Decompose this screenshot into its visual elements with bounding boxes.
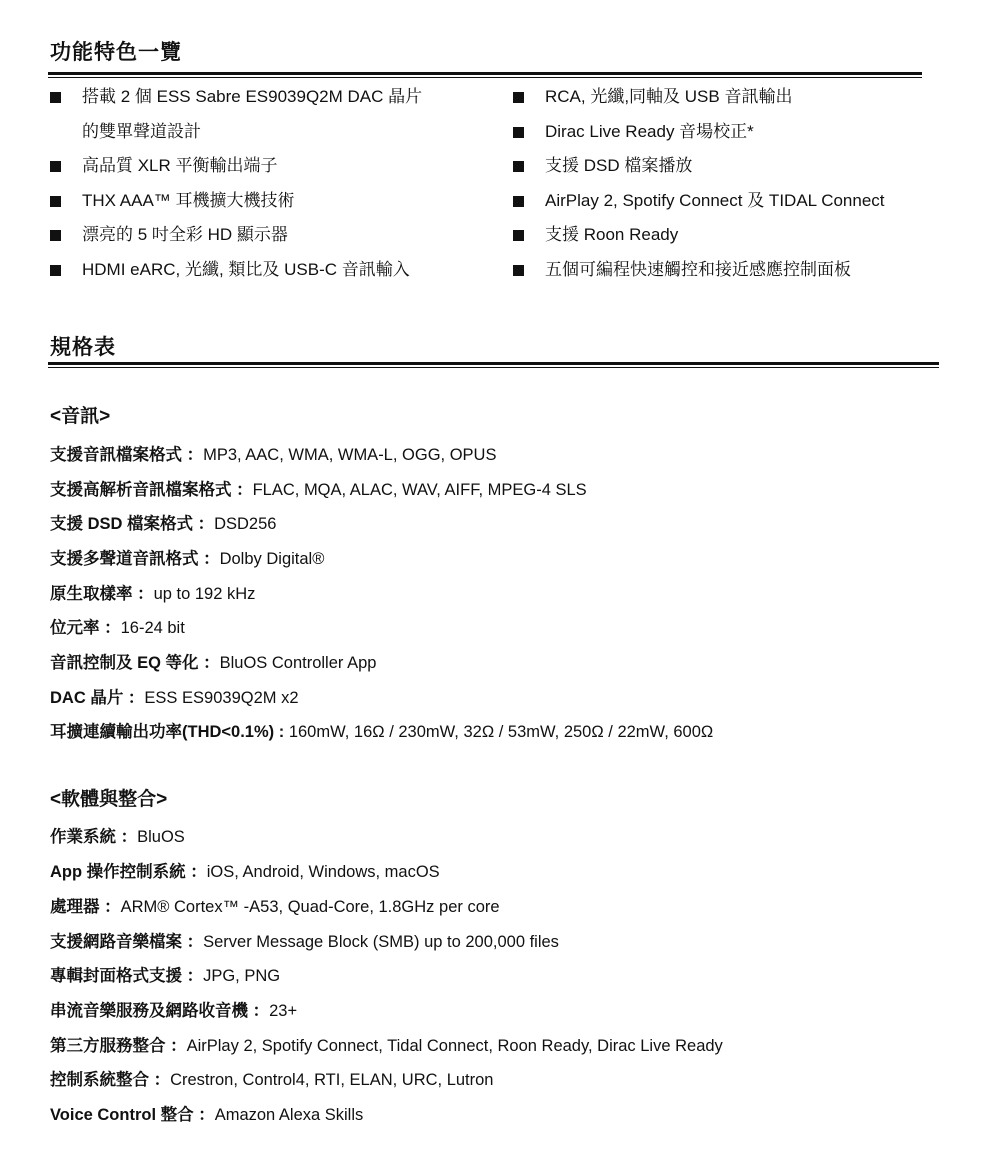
feature-item [48,218,488,253]
spec-label: 控制系統整合 ： [50,1071,171,1089]
spec-label: 支援網路音樂檔案 ： [50,933,204,951]
square-bullet-icon [513,161,524,172]
feature-item [48,253,488,288]
feature-list-left [48,80,488,287]
feature-text: RCA, 光纖,同軸及 USB 音訊輸出 [545,87,793,106]
feature-item [511,184,971,219]
spec-row [50,893,500,917]
spec-label: 支援高解析音訊檔案格式 ： [50,481,253,499]
feature-text: Dirac Live Ready 音場校正* [545,121,754,141]
spec-row [50,1032,723,1056]
square-bullet-icon [513,196,524,207]
specs-heading: 規格表 [50,336,116,359]
spec-row [50,510,276,534]
spec-value: Dolby Digital® [219,550,325,568]
features-heading: 功能特色一覽 [50,41,182,64]
spec-value: iOS, Android, Windows, macOS [206,863,440,881]
feature-item [511,149,971,184]
feature-item [511,115,971,150]
spec-row [50,928,559,952]
feature-item [48,149,488,184]
spec-label: DAC 晶片 ： [50,689,145,707]
spec-row [50,441,496,465]
spec-value: Amazon Alexa Skills [214,1106,364,1124]
spec-value: JPG, PNG [203,967,281,985]
spec-value: 16-24 bit [120,619,185,637]
spec-value: Server Message Block (SMB) up to 200,000 files [203,933,559,951]
spec-label: 音訊控制及 EQ 等化 ： [50,654,220,672]
feature-item [511,253,971,288]
spec-row [50,684,299,708]
square-bullet-icon [513,230,524,241]
spec-row [50,545,324,569]
square-bullet-icon [50,265,61,276]
spec-label: 處理器 ： [50,898,121,916]
spec-value: ARM® Cortex™ -A53, Quad-Core, 1.8GHz per core [120,898,500,916]
square-bullet-icon [513,265,524,276]
spec-value: ESS ES9039Q2M x2 [144,689,299,707]
spec-value: DSD256 [214,515,277,533]
spec-label: 耳擴連續輸出功率(THD<0.1%) : [50,723,289,741]
feature-text: THX AAA™ 耳機擴大機技術 [82,190,295,210]
spec-label: 作業系統 ： [50,828,138,846]
feature-text: AirPlay 2, Spotify Connect 及 TIDAL Connect [545,190,885,210]
spec-label: 第三方服務整合 ： [50,1037,187,1055]
feature-text: HDMI eARC, 光纖, 類比及 USB-C 音訊輸入 [82,259,410,279]
features-divider [48,72,922,78]
square-bullet-icon [513,92,524,103]
spec-row [50,649,376,673]
spec-row [50,962,280,986]
spec-value: BluOS Controller App [219,654,377,672]
spec-label: 原生取樣率 ： [50,585,154,603]
spec-row [50,858,440,882]
spec-row [50,823,185,847]
feature-text: 搭載 2 個 ESS Sabre ES9039Q2M DAC 晶片 [82,87,423,106]
spec-label: 支援 DSD 檔案格式 ： [50,515,215,533]
spec-value: Crestron, Control4, RTI, ELAN, URC, Lutron [170,1071,494,1089]
spec-row [50,718,713,742]
spec-label: 專輯封面格式支援 ： [50,967,204,985]
square-bullet-icon [50,230,61,241]
spec-label: Voice Control 整合 ： [50,1106,215,1124]
feature-text-continued: 的雙單聲道設計 [82,121,201,141]
spec-row [50,580,255,604]
feature-text: 漂亮的 5 吋全彩 HD 顯示器 [82,225,288,244]
software-section-title: <軟體與整合> [50,789,168,810]
spec-row [50,1101,363,1125]
spec-value: BluOS [137,828,185,846]
spec-row [50,476,587,500]
feature-item [48,184,488,219]
spec-label: 串流音樂服務及網路收音機 ： [50,1002,270,1020]
audio-section-title: <音訊> [50,406,111,427]
square-bullet-icon [513,127,524,138]
feature-item [511,80,971,115]
feature-text: 支援 DSD 檔案播放 [545,156,693,175]
square-bullet-icon [50,196,61,207]
square-bullet-icon [50,161,61,172]
spec-value: 23+ [269,1002,298,1020]
spec-value: FLAC, MQA, ALAC, WAV, AIFF, MPEG-4 SLS [252,481,587,499]
spec-value: 160mW, 16Ω / 230mW, 32Ω / 53mW, 250Ω / 22mW, 600Ω [288,723,714,741]
feature-item [511,218,971,253]
spec-label: App 操作控制系統 ： [50,863,207,881]
spec-value: MP3, AAC, WMA, WMA-L, OGG, OPUS [203,446,497,464]
feature-list-right [511,80,971,287]
feature-item [48,80,488,149]
spec-row [50,1066,494,1090]
spec-value: AirPlay 2, Spotify Connect, Tidal Connect, Roon Ready, Dirac Live Ready [186,1037,723,1055]
spec-value: up to 192 kHz [153,585,256,603]
specs-divider [48,362,939,368]
feature-text: 高品質 XLR 平衡輸出端子 [82,156,278,175]
spec-label: 支援音訊檔案格式 ： [50,446,204,464]
square-bullet-icon [50,92,61,103]
feature-text: 支援 Roon Ready [545,225,679,244]
spec-label: 位元率 ： [50,619,121,637]
feature-text: 五個可編程快速觸控和接近感應控制面板 [545,259,851,279]
spec-row [50,997,297,1021]
spec-row [50,614,185,638]
spec-label: 支援多聲道音訊格式 ： [50,550,220,568]
